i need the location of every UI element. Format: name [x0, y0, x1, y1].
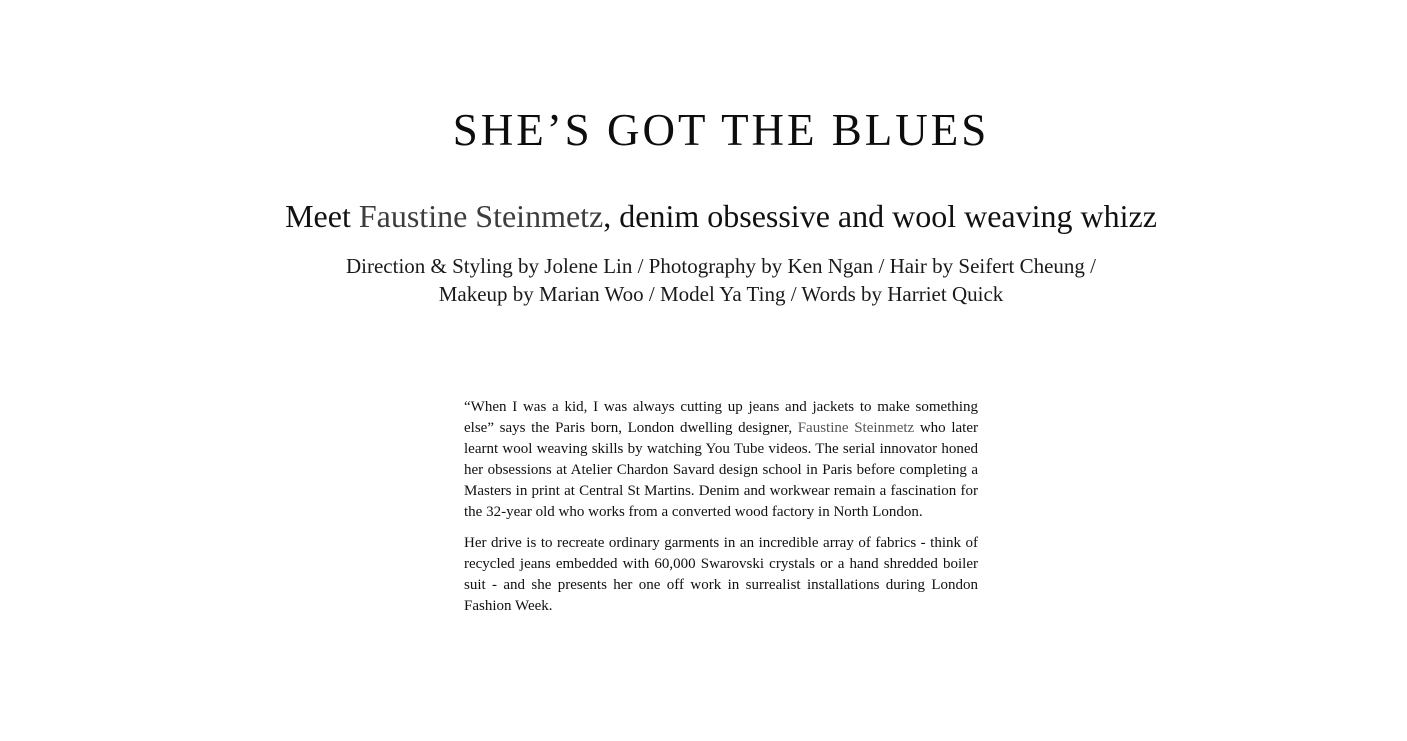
paragraph-1-rest: who later learnt wool weaving skills by watching You Tube videos. The serial innovator honed her obsessions at Atelier Chardon Savard design school in Paris before completing a Masters in print at Central St Martins. Denim and workwear remain a fascination for the 32-year old who works from a converted wood factory in North London.	[464, 420, 978, 520]
article-title: SHE’S GOT THE BLUES	[452, 105, 990, 155]
credits-line-2: Makeup by Marian Woo / Model Ya Ting / Words by Harriet Quick	[438, 282, 1004, 306]
article-credits	[280, 252, 1162, 308]
body-paragraph-2: Her drive is to recreate ordinary garments in an incredible array of fabrics - think of recycled jeans embedded with 60,000 Swarovski crystals or a hand shredded boiler suit - and she presents her one off work in surrealist installations during London Fashion Week.	[464, 535, 978, 614]
designer-link-body[interactable]: Faustine Steinmetz	[797, 420, 915, 436]
credits-line-1: Direction & Styling by Jolene Lin / Photography by Ken Ngan / Hair by Seifert Cheung /	[345, 254, 1097, 278]
article-body	[464, 397, 978, 627]
article-subtitle	[0, 196, 1407, 236]
subtitle-prefix: Meet	[285, 198, 359, 234]
body-paragraph-1	[464, 397, 978, 523]
subtitle-suffix: , denim obsessive and wool weaving whizz	[603, 198, 1157, 234]
paragraph-1-intro: “When I was a kid, I was always cutting up jeans and jackets to make something else” says the Paris born, London dwelling designer,	[464, 399, 978, 436]
designer-link-subtitle[interactable]: Faustine Steinmetz	[358, 198, 604, 234]
